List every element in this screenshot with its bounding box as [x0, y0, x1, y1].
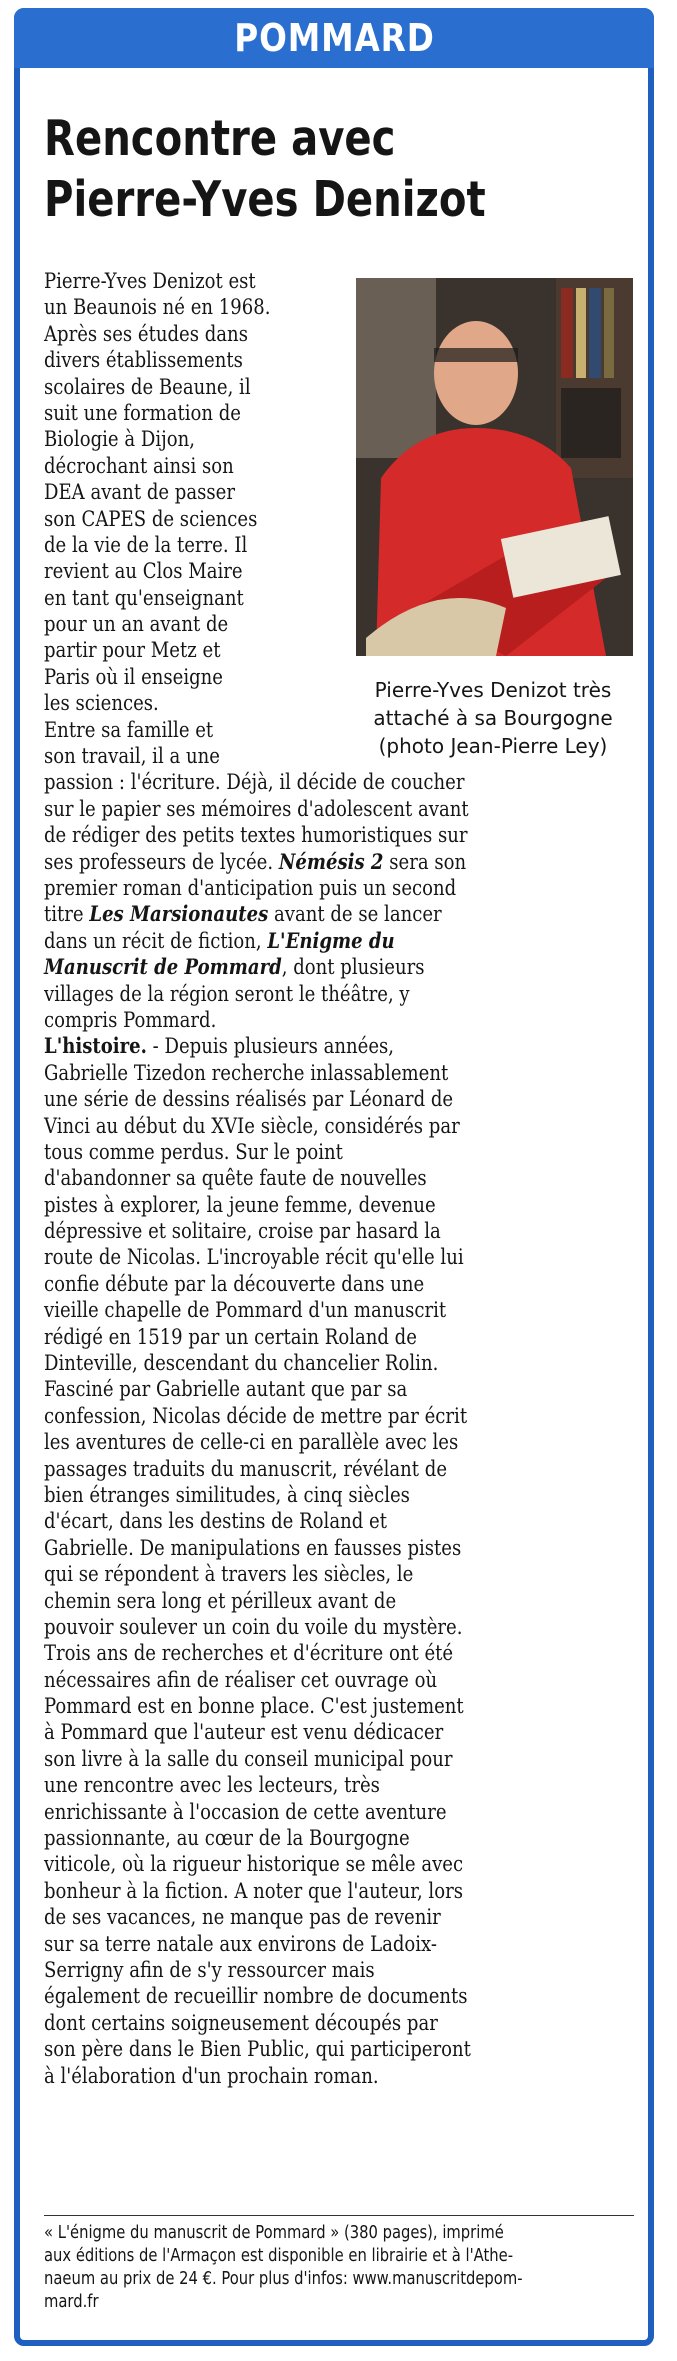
section-banner — [14, 8, 654, 68]
body-line: les aventures de celle-ci en parallèle avec les — [44, 1430, 459, 1455]
body-line: de la vie de la terre. Il — [44, 532, 248, 557]
body-line: de ses vacances, ne manque pas de revenir — [44, 1905, 441, 1930]
footnote-line: mard.fr — [44, 2291, 99, 2312]
body-line: dépressive et solitaire, croise par hasard la — [44, 1219, 441, 1244]
body-line: route de Nicolas. L'incroyable récit qu'elle lui — [44, 1245, 464, 1270]
body-line: son travail, il a une — [44, 744, 220, 769]
body-line: Trois ans de recherches et d'écriture ont été — [44, 1641, 454, 1666]
body-line: Gabrielle Tizedon recherche inlassablement — [44, 1060, 449, 1085]
body-line: tous comme perdus. Sur le point — [44, 1139, 343, 1164]
book-footnote — [44, 2221, 644, 2313]
body-line: sur le papier ses mémoires d'adolescent avant — [44, 796, 469, 821]
body-line: partir pour Metz et — [44, 638, 221, 663]
body-line: pistes à explorer, la jeune femme, devenue — [44, 1192, 436, 1217]
body-line: Paris où il enseigne — [44, 664, 224, 689]
body-line: rédigé en 1519 par un certain Roland de — [44, 1324, 417, 1349]
section-title: POMMARD — [233, 16, 435, 60]
caption-line: Pierre-Yves Denizot très — [374, 678, 612, 702]
body-line: Vinci au début du XVIe siècle, considérés par — [44, 1113, 460, 1138]
body-line: compris Pommard. — [44, 1007, 217, 1032]
body-line: son père dans le Bien Public, qui participeront — [44, 2037, 471, 2062]
body-line: divers établissements — [44, 348, 243, 373]
body-line: confie débute par la découverte dans une — [44, 1271, 425, 1296]
body-line: vieille chapelle de Pommard d'un manuscrit — [44, 1298, 447, 1323]
body-line: une rencontre avec les lecteurs, très — [44, 1773, 380, 1798]
body-line: villages de la région seront le théâtre, y — [44, 981, 410, 1006]
body-line: de rédiger des petits textes humoristiques sur — [44, 823, 468, 848]
body-line: Entre sa famille et — [44, 717, 214, 742]
footnote-divider — [44, 2215, 634, 2216]
headline — [44, 108, 536, 230]
body-line: sur sa terre natale aux environs de Ladoix- — [44, 1931, 438, 1956]
headline-line: Rencontre avec — [44, 110, 396, 167]
body-line: dont certains soigneusement découpés par — [44, 2010, 438, 2035]
body-line: Pierre-Yves Denizot est — [44, 269, 256, 293]
body-line: qui se répondent à travers les siècles, le — [44, 1562, 414, 1587]
body-line: Biologie à Dijon, — [44, 427, 195, 452]
body-line: Pommard est en bonne place. C'est justement — [44, 1694, 464, 1719]
body-line: premier roman d'anticipation puis un second — [44, 875, 457, 900]
body-line: son CAPES de sciences — [44, 506, 258, 531]
body-line: Dinteville, descendant du chancelier Rolin. — [44, 1351, 439, 1376]
body-line: Serrigny afin de s'y ressourcer mais — [44, 1958, 375, 1982]
body-line: Gabrielle. De manipulations en fausses pistes — [44, 1535, 462, 1560]
body-line: L'histoire. - Depuis plusieurs années, — [44, 1033, 395, 1059]
body-line: un Beaunois né en 1968. — [44, 295, 271, 320]
body-line: Manuscrit de Pommard, dont plusieurs — [44, 954, 425, 980]
body-line: son livre à la salle du conseil municipal pour — [44, 1746, 453, 1771]
footnote-line: « L'énigme du manuscrit de Pommard » (380 pages), imprimé — [44, 2222, 504, 2243]
body-line: viticole, où la rigueur historique se mêle avec — [44, 1852, 464, 1877]
body-line: à l'élaboration d'un prochain roman. — [44, 2063, 379, 2088]
body-line: en tant qu'enseignant — [44, 585, 244, 610]
caption-line: attaché à sa Bourgogne — [373, 706, 613, 730]
body-line: ses professeurs de lycée. Némésis 2 sera son — [44, 848, 467, 874]
body-line: Fasciné par Gabrielle autant que par sa — [44, 1377, 408, 1402]
body-line: bien étranges similitudes, à cinq siècles — [44, 1482, 410, 1507]
body-line: titre Les Marsionautes avant de se lancer — [44, 901, 442, 927]
body-line: scolaires de Beaune, il — [44, 374, 251, 399]
headline-line: Pierre-Yves Denizot — [44, 171, 486, 228]
body-line: pouvoir soulever un coin du voile du mystère. — [44, 1614, 463, 1639]
body-line: DEA avant de passer — [44, 480, 236, 505]
body-line: revient au Clos Maire — [44, 559, 243, 584]
body-line: chemin sera long et périlleux avant de — [44, 1588, 397, 1613]
body-line: Après ses études dans — [44, 321, 248, 346]
footnote-line: naeum au prix de 24 €. Pour plus d'infos: www.manuscritdepom- — [44, 2268, 523, 2289]
body-line: les sciences. — [44, 691, 159, 716]
body-line: dans un récit de fiction, L'Enigme du — [44, 927, 395, 953]
body-line: également de recueillir nombre de documents — [44, 1984, 468, 2009]
footnote-line: aux éditions de l'Armaçon est disponible en librairie et à l'Athe- — [44, 2245, 514, 2266]
body-line: décrochant ainsi son — [44, 453, 234, 478]
body-line: passages traduits du manuscrit, révélant de — [44, 1456, 448, 1481]
body-line: bonheur à la fiction. A noter que l'auteur, lors — [44, 1878, 463, 1903]
body-line: enrichissante à l'occasion de cette aventure — [44, 1799, 447, 1824]
body-line: suit une formation de — [44, 400, 241, 425]
body-line: pour un an avant de — [44, 612, 229, 637]
body-line: une série de dessins réalisés par Léonard de — [44, 1087, 454, 1112]
caption-line: (photo Jean-Pierre Ley) — [378, 734, 608, 758]
body-line: passion : l'écriture. Déjà, il décide de coucher — [44, 770, 465, 795]
body-line: passionnante, au cœur de la Bourgogne — [44, 1826, 410, 1851]
body-line: d'abandonner sa quête faute de nouvelles — [44, 1166, 427, 1191]
article-body — [44, 268, 644, 2089]
body-line: nécessaires afin de réaliser cet ouvrage où — [44, 1667, 438, 1692]
body-line: confession, Nicolas décide de mettre par écrit — [44, 1403, 468, 1428]
body-line: d'écart, dans les destins de Roland et — [44, 1509, 387, 1534]
body-line: à Pommard que l'auteur est venu dédicacer — [44, 1720, 444, 1745]
